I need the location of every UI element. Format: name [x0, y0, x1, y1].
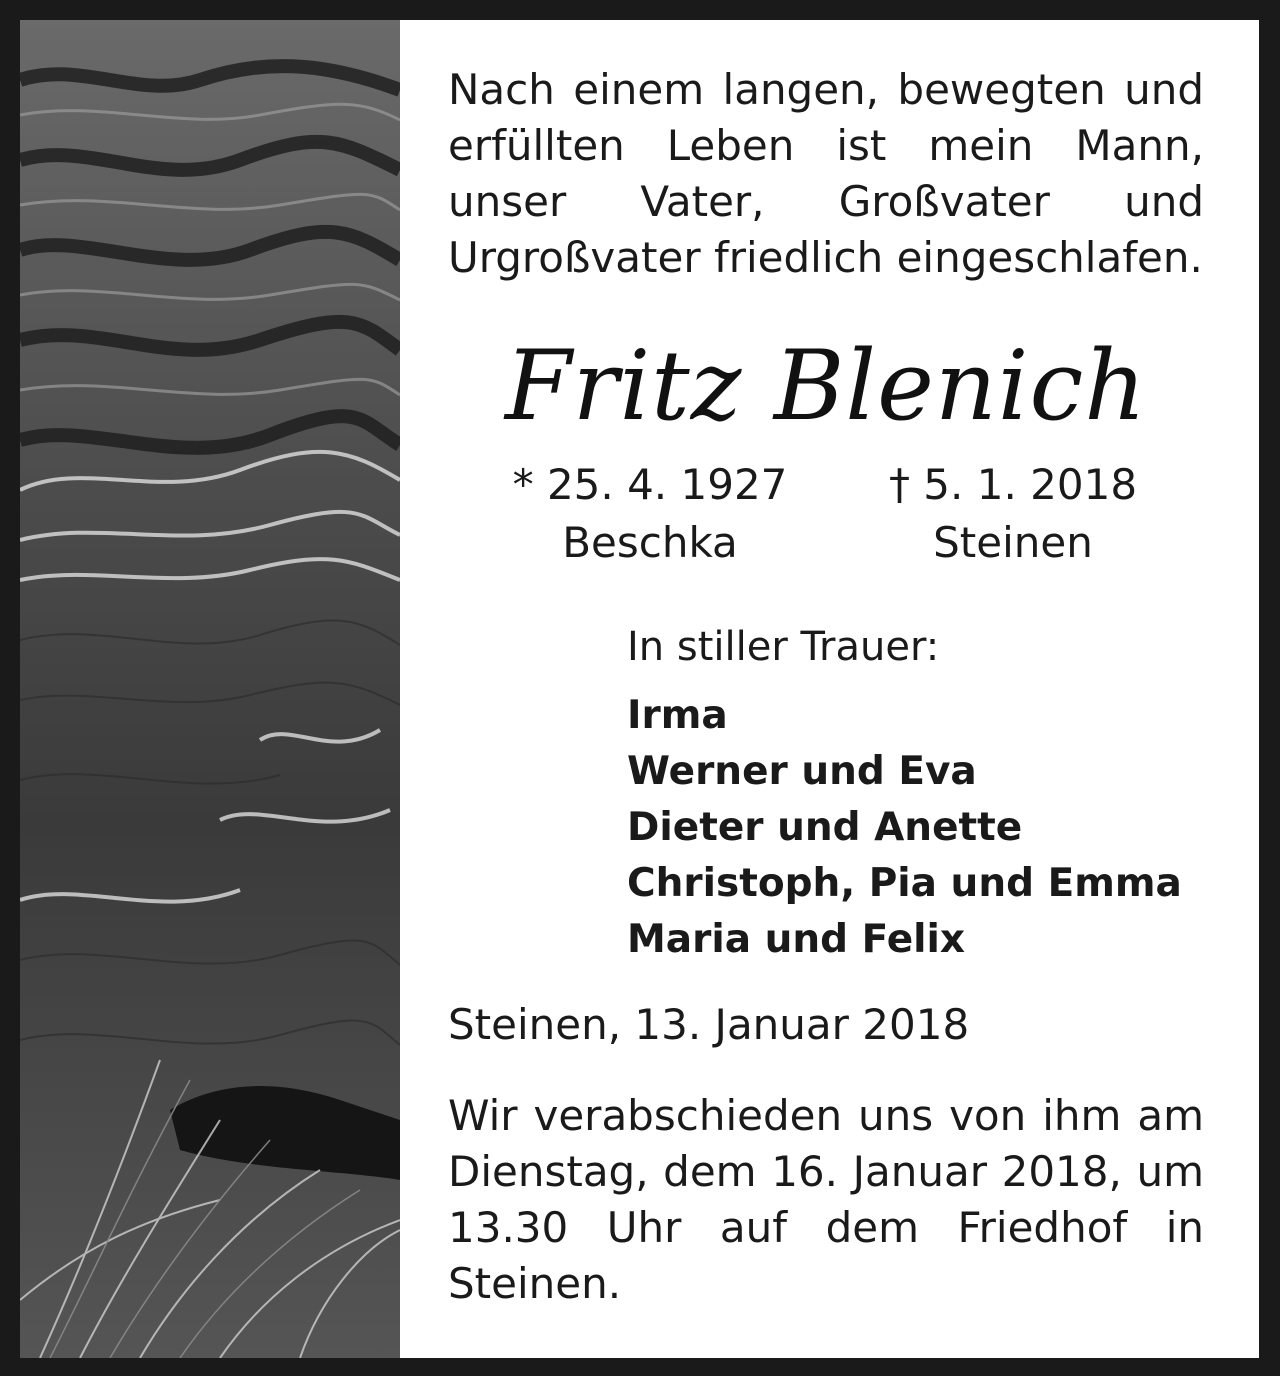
mourning-label: In stiller Trauer:	[627, 624, 940, 670]
intro-paragraph: Nach einem langen, bewegten und erfüllten Leben ist mein Mann, unser Vater, Großvater und Urgroßvater friedlich eingeschlafen.	[448, 65, 1204, 282]
family-list	[627, 688, 1182, 968]
family-member: Christoph, Pia und Emma	[627, 861, 1182, 906]
family-member: Dieter und Anette	[627, 805, 1023, 850]
family-member: Maria und Felix	[627, 917, 966, 962]
water-waves-photo	[20, 20, 400, 1358]
death-date: † 5. 1. 2018	[888, 460, 1138, 509]
deceased-name: Fritz Blenich	[504, 330, 1148, 442]
family-member: Werner und Eva	[627, 749, 977, 794]
death-place: Steinen	[933, 518, 1093, 567]
family-member: Irma	[627, 693, 728, 738]
obituary-text-block	[448, 62, 1204, 286]
birth-date: * 25. 4. 1927	[512, 460, 788, 509]
birth-info	[500, 456, 800, 572]
place-date: Steinen, 13. Januar 2018	[448, 1000, 970, 1049]
funeral-paragraph: Wir verabschieden uns von ihm am Dienstag, dem 16. Januar 2018, um 13.30 Uhr auf dem Friedhof in Steinen.	[448, 1091, 1204, 1308]
death-info	[868, 456, 1158, 572]
birth-place: Beschka	[562, 518, 738, 567]
